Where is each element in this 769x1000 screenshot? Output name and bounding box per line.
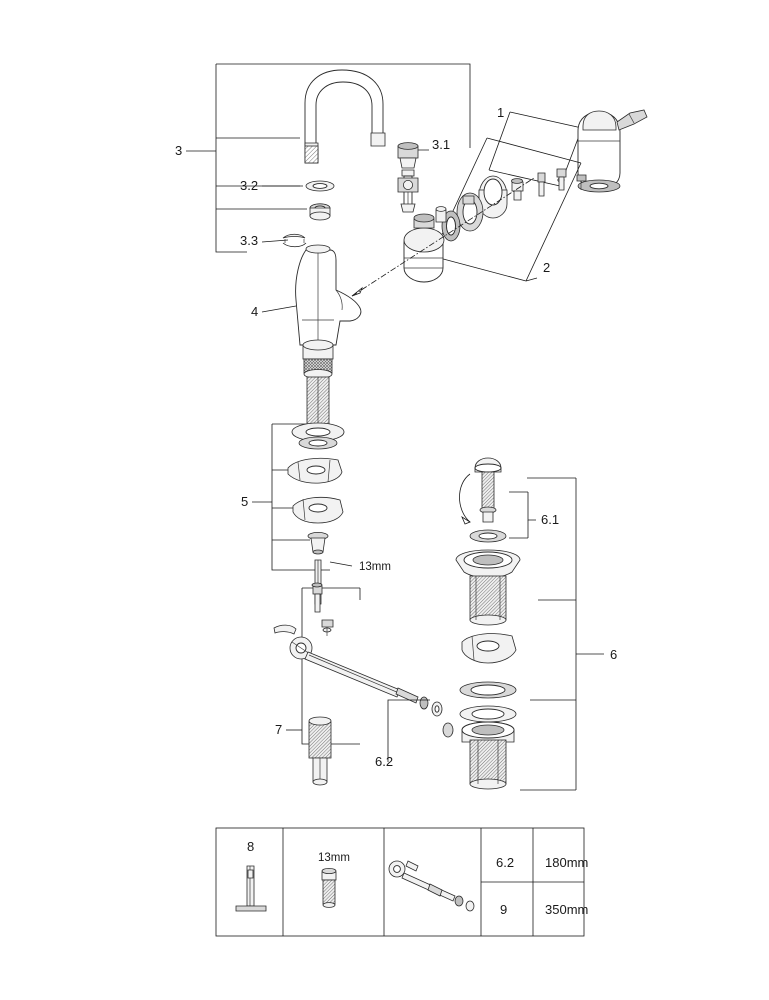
group-6-1-leader-bracket — [509, 492, 536, 538]
part-6-waste-assembly — [388, 458, 520, 789]
callout-2: 2 — [543, 260, 551, 275]
group-6-leader-bracket — [520, 478, 604, 790]
callout-6-1: 6.1 — [541, 512, 560, 527]
callout-5: 5 — [241, 494, 249, 509]
part-6-1-pop-up-stopper — [460, 458, 502, 524]
callout-3-3: 3.3 — [240, 233, 259, 248]
part-3-1-aerator — [398, 143, 429, 212]
legend-cartridge-13mm — [322, 868, 336, 907]
callout-7: 7 — [275, 722, 283, 737]
legend-code-6-2: 6.2 — [496, 855, 515, 870]
note-13mm-upper: 13mm — [359, 561, 391, 573]
callout-6-2: 6.2 — [375, 754, 394, 769]
callout-3-1: 3.1 — [432, 137, 451, 152]
part-1-lever-handle — [578, 110, 647, 192]
group-1-leader-bracket — [489, 112, 582, 186]
legend-code-9: 9 — [500, 902, 508, 917]
legend-value-6-2: 180mm — [545, 855, 589, 870]
legend-tool-allen-key — [236, 866, 266, 911]
callout-4: 4 — [251, 304, 259, 319]
part-4-mixer-body — [262, 245, 361, 435]
part-2-cartridge-assembly — [352, 176, 534, 296]
part-spout — [305, 70, 385, 163]
legend-linkage-rod — [389, 861, 474, 911]
part-linkage-rod-assembly — [274, 583, 453, 785]
legend-label-13mm: 13mm — [318, 852, 350, 864]
group-2-leader-bracket — [432, 138, 581, 281]
callout-1: 1 — [497, 105, 505, 120]
legend-label-8: 8 — [247, 839, 255, 854]
legend-value-9: 350mm — [545, 902, 589, 917]
part-3-2-seal-ring — [306, 181, 334, 220]
callout-3: 3 — [175, 143, 183, 158]
callout-3-2: 3.2 — [240, 178, 259, 193]
part-5-mounting-set — [288, 423, 352, 604]
callout-6: 6 — [610, 647, 618, 662]
legend-table — [216, 828, 588, 936]
